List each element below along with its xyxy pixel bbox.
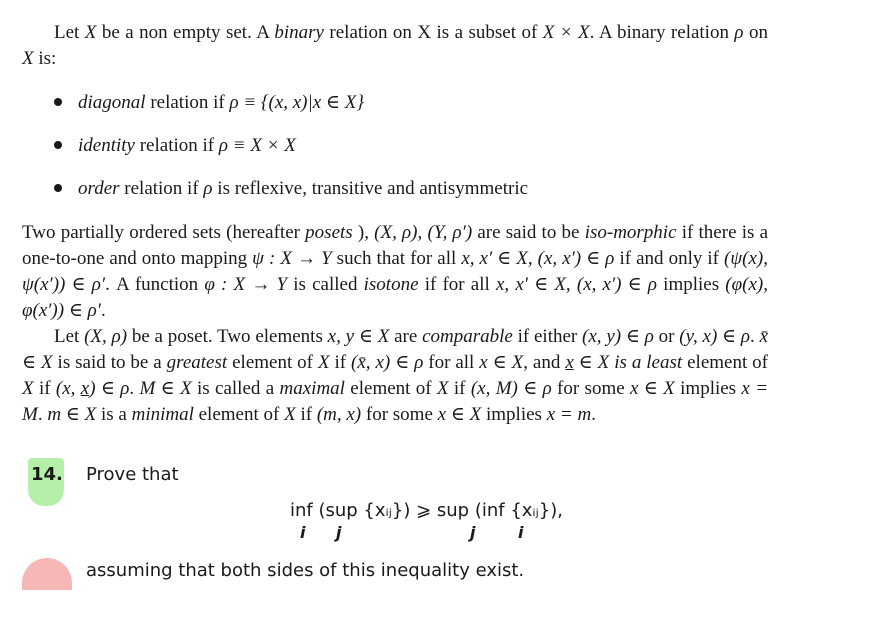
bullet-identity: identity relation if ρ ≡ X × X	[54, 133, 296, 159]
assumption-text: assuming that both sides of this inequality exist.	[86, 560, 525, 581]
problem-prompt: Prove that	[86, 464, 179, 485]
bullet-dot-icon	[54, 184, 62, 192]
intro-paragraph: Let X be a non empty set. A binary relation on X is a subset of X × X. A binary relation ρ on X is:	[22, 22, 768, 69]
bullet-diagonal: diagonal relation if ρ ≡ {(x, x)|x ∈ X}	[54, 90, 364, 116]
problem-number: 14.	[31, 464, 63, 485]
bullet-dot-icon	[54, 141, 62, 149]
posets-paragraph: Two partially ordered sets (hereafter posets ), (X, ρ), (Y, ρ′) are said to be iso-morphic if there is a one-to-one and onto mapping ψ : X → Y such that for all x, x′ ∈ X, (x, x′) ∈ ρ if and only if (ψ(x), ψ(x′)) ∈ ρ′. A function φ : X → Y is called isotone if for all x, x′ ∈ X, (x, x′) ∈ ρ implies (φ(x), φ(x′)) ∈ ρ′.	[22, 222, 769, 321]
subscript-j-sup: j	[336, 523, 342, 542]
inequality-formula: inf (sup {xᵢⱼ}) ⩾ sup (inf {xᵢⱼ}),	[290, 500, 563, 521]
poset-elements-paragraph: Let (X, ρ) be a poset. Two elements x, y ∈ X are comparable if either (x, y) ∈ ρ or (y, x) ∈ ρ. x̄ ∈ X is said to be a greatest element of X if (x̄, x) ∈ ρ for all x ∈ X, and x ∈ X is a least element of X if (x, x) ∈ ρ. M ∈ X is called a maximal element of X if (x, M) ∈ ρ for some x ∈ X implies x = M. m ∈ X is a minimal element of X if (m, x) for some x ∈ X implies x = m.	[22, 326, 769, 425]
pink-highlight	[22, 558, 72, 590]
subscript-i-inf2: i	[518, 523, 524, 542]
subscript-j-sup2: j	[470, 523, 476, 542]
subscript-i-inf: i	[300, 523, 306, 542]
bullet-dot-icon	[54, 98, 62, 106]
bullet-order: order relation if ρ is reflexive, transitive and antisymmetric	[54, 176, 528, 202]
